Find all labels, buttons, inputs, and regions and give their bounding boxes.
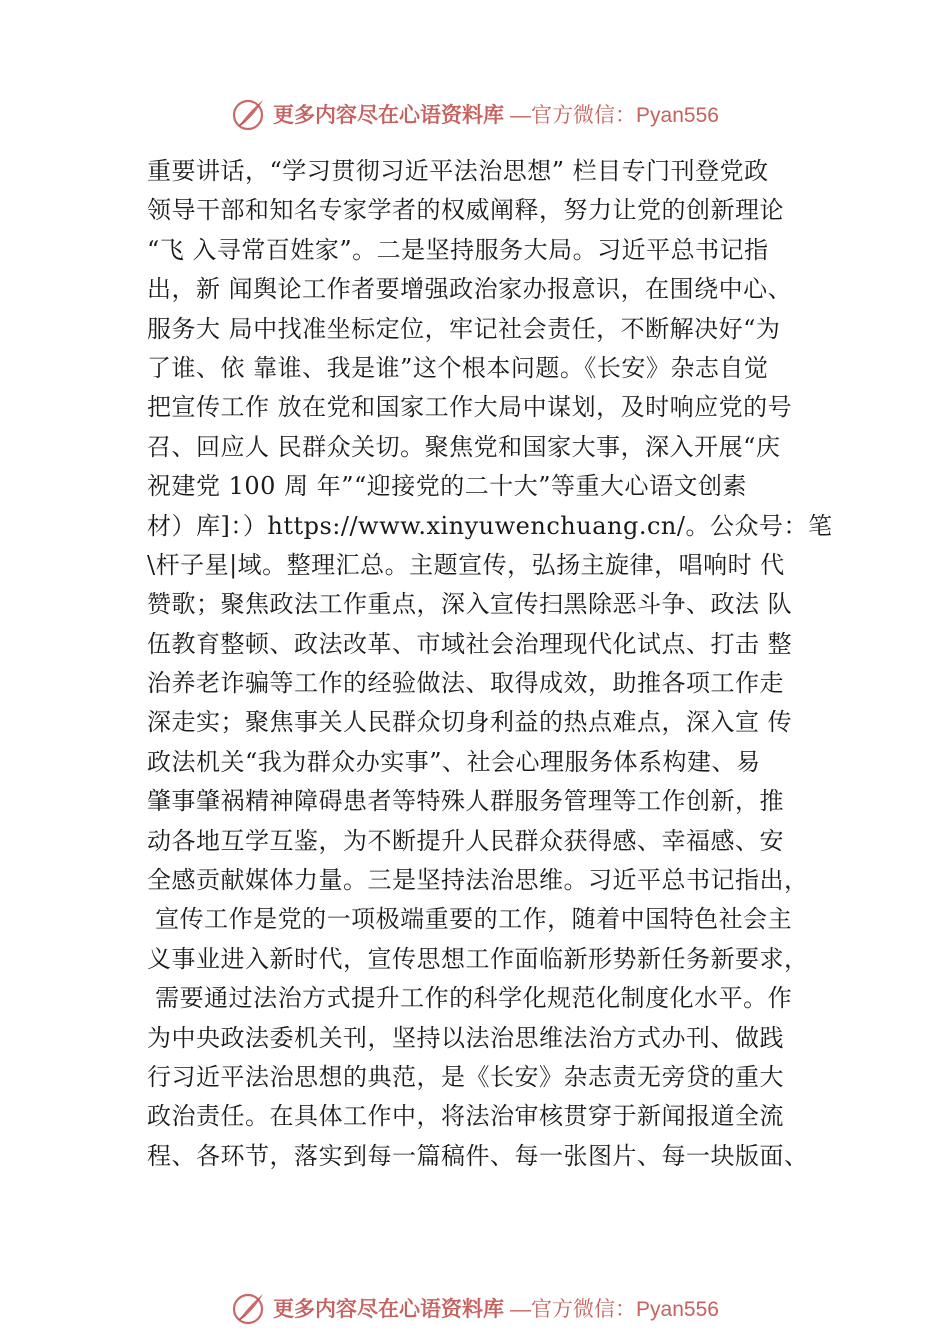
- body-line: 全感贡献媒体力量。三是坚持法治思维。习近平总书记指出，: [147, 866, 809, 895]
- body-line: 领导干部和知名专家学者的权威阐释，努力让党的创新理论: [147, 196, 784, 225]
- body-line: 治养老诈骗等工作的经验做法、取得成效，助推各项工作走: [147, 669, 784, 698]
- document-body: [147, 152, 833, 1176]
- body-line: 程、各环节，落实到每一篇稿件、每一张图片、每一块版面、: [147, 1141, 809, 1170]
- body-line: 行习近平法治思想的典范，是《长安》杂志责无旁贷的重大: [147, 1062, 784, 1091]
- body-line: 材）库]：）https://www.xinyuwenchuang.cn/。公众号：笔: [147, 511, 833, 540]
- body-line: 肇事肇祸精神障碍患者等特殊人群服务管理等工作创新，推: [147, 787, 784, 816]
- footer-banner: [0, 1286, 950, 1330]
- body-line: 需要通过法治方式提升工作的科学化规范化制度化水平。作: [147, 984, 793, 1013]
- banner-main-text: 更多内容尽在心语资料库: [273, 102, 505, 127]
- body-line: 政法机关“我为群众办实事”、社会心理服务体系构建、易: [147, 747, 761, 776]
- body-line: 义事业进入新时代，宣传思想工作面临新形势新任务新要求，: [147, 944, 809, 973]
- body-line: 为中央政法委机关刊，坚持以法治思维法治方式办刊、做践: [147, 1023, 784, 1052]
- body-line: 服务大 局中找准坐标定位，牢记社会责任，不断解决好“为: [147, 314, 781, 343]
- body-line: 祝建党 100 周 年”“迎接党的二十大”等重大心语文创素: [147, 472, 748, 501]
- body-line: 把宣传工作 放在党和国家工作大局中谋划，及时响应党的号: [147, 393, 793, 422]
- header-banner: [0, 92, 950, 136]
- body-line: \杆子星|域。整理汇总。主题宣传，弘扬主旋律，唱响时 代: [147, 550, 785, 579]
- body-line: 了谁、依 靠谁、我是谁”这个根本问题。《长安》杂志自觉: [147, 353, 769, 382]
- body-line: 政治责任。在具体工作中，将法治审核贯穿于新闻报道全流: [147, 1102, 784, 1131]
- body-line: 出，新 闻舆论工作者要增强政治家办报意识，在围绕中心、: [147, 275, 793, 304]
- body-line: 召、回应人 民群众关切。聚焦党和国家大事，深入开展“庆: [147, 432, 781, 461]
- body-line: 重要讲话，“学习贯彻习近平法治思想” 栏目专门刊登党政: [147, 157, 769, 185]
- body-line: 动各地互学互鉴，为不断提升人民群众获得感、幸福感、安: [147, 826, 784, 855]
- banner-wechat-text: —官方微信：Pyan556: [510, 1298, 719, 1321]
- banner-main-text: 更多内容尽在心语资料库: [273, 1296, 505, 1321]
- body-line: “飞 入寻常百姓家”。二是坚持服务大局。习近平总书记指: [147, 235, 769, 264]
- body-line: 赞歌；聚焦政法工作重点，深入宣传扫黑除恶斗争、政法 队: [147, 590, 793, 619]
- body-line: 宣传工作是党的一项极端重要的工作，随着中国特色社会主: [147, 905, 793, 934]
- body-line: 伍教育整顿、政法改革、市域社会治理现代化试点、打击 整: [147, 629, 793, 658]
- quill-pen-logo-icon: [231, 96, 267, 132]
- quill-pen-logo-icon: [231, 1290, 267, 1326]
- banner-wechat-text: —官方微信：Pyan556: [510, 104, 719, 127]
- body-line: 深走实；聚焦事关人民群众切身利益的热点难点，深入宣 传: [147, 708, 793, 737]
